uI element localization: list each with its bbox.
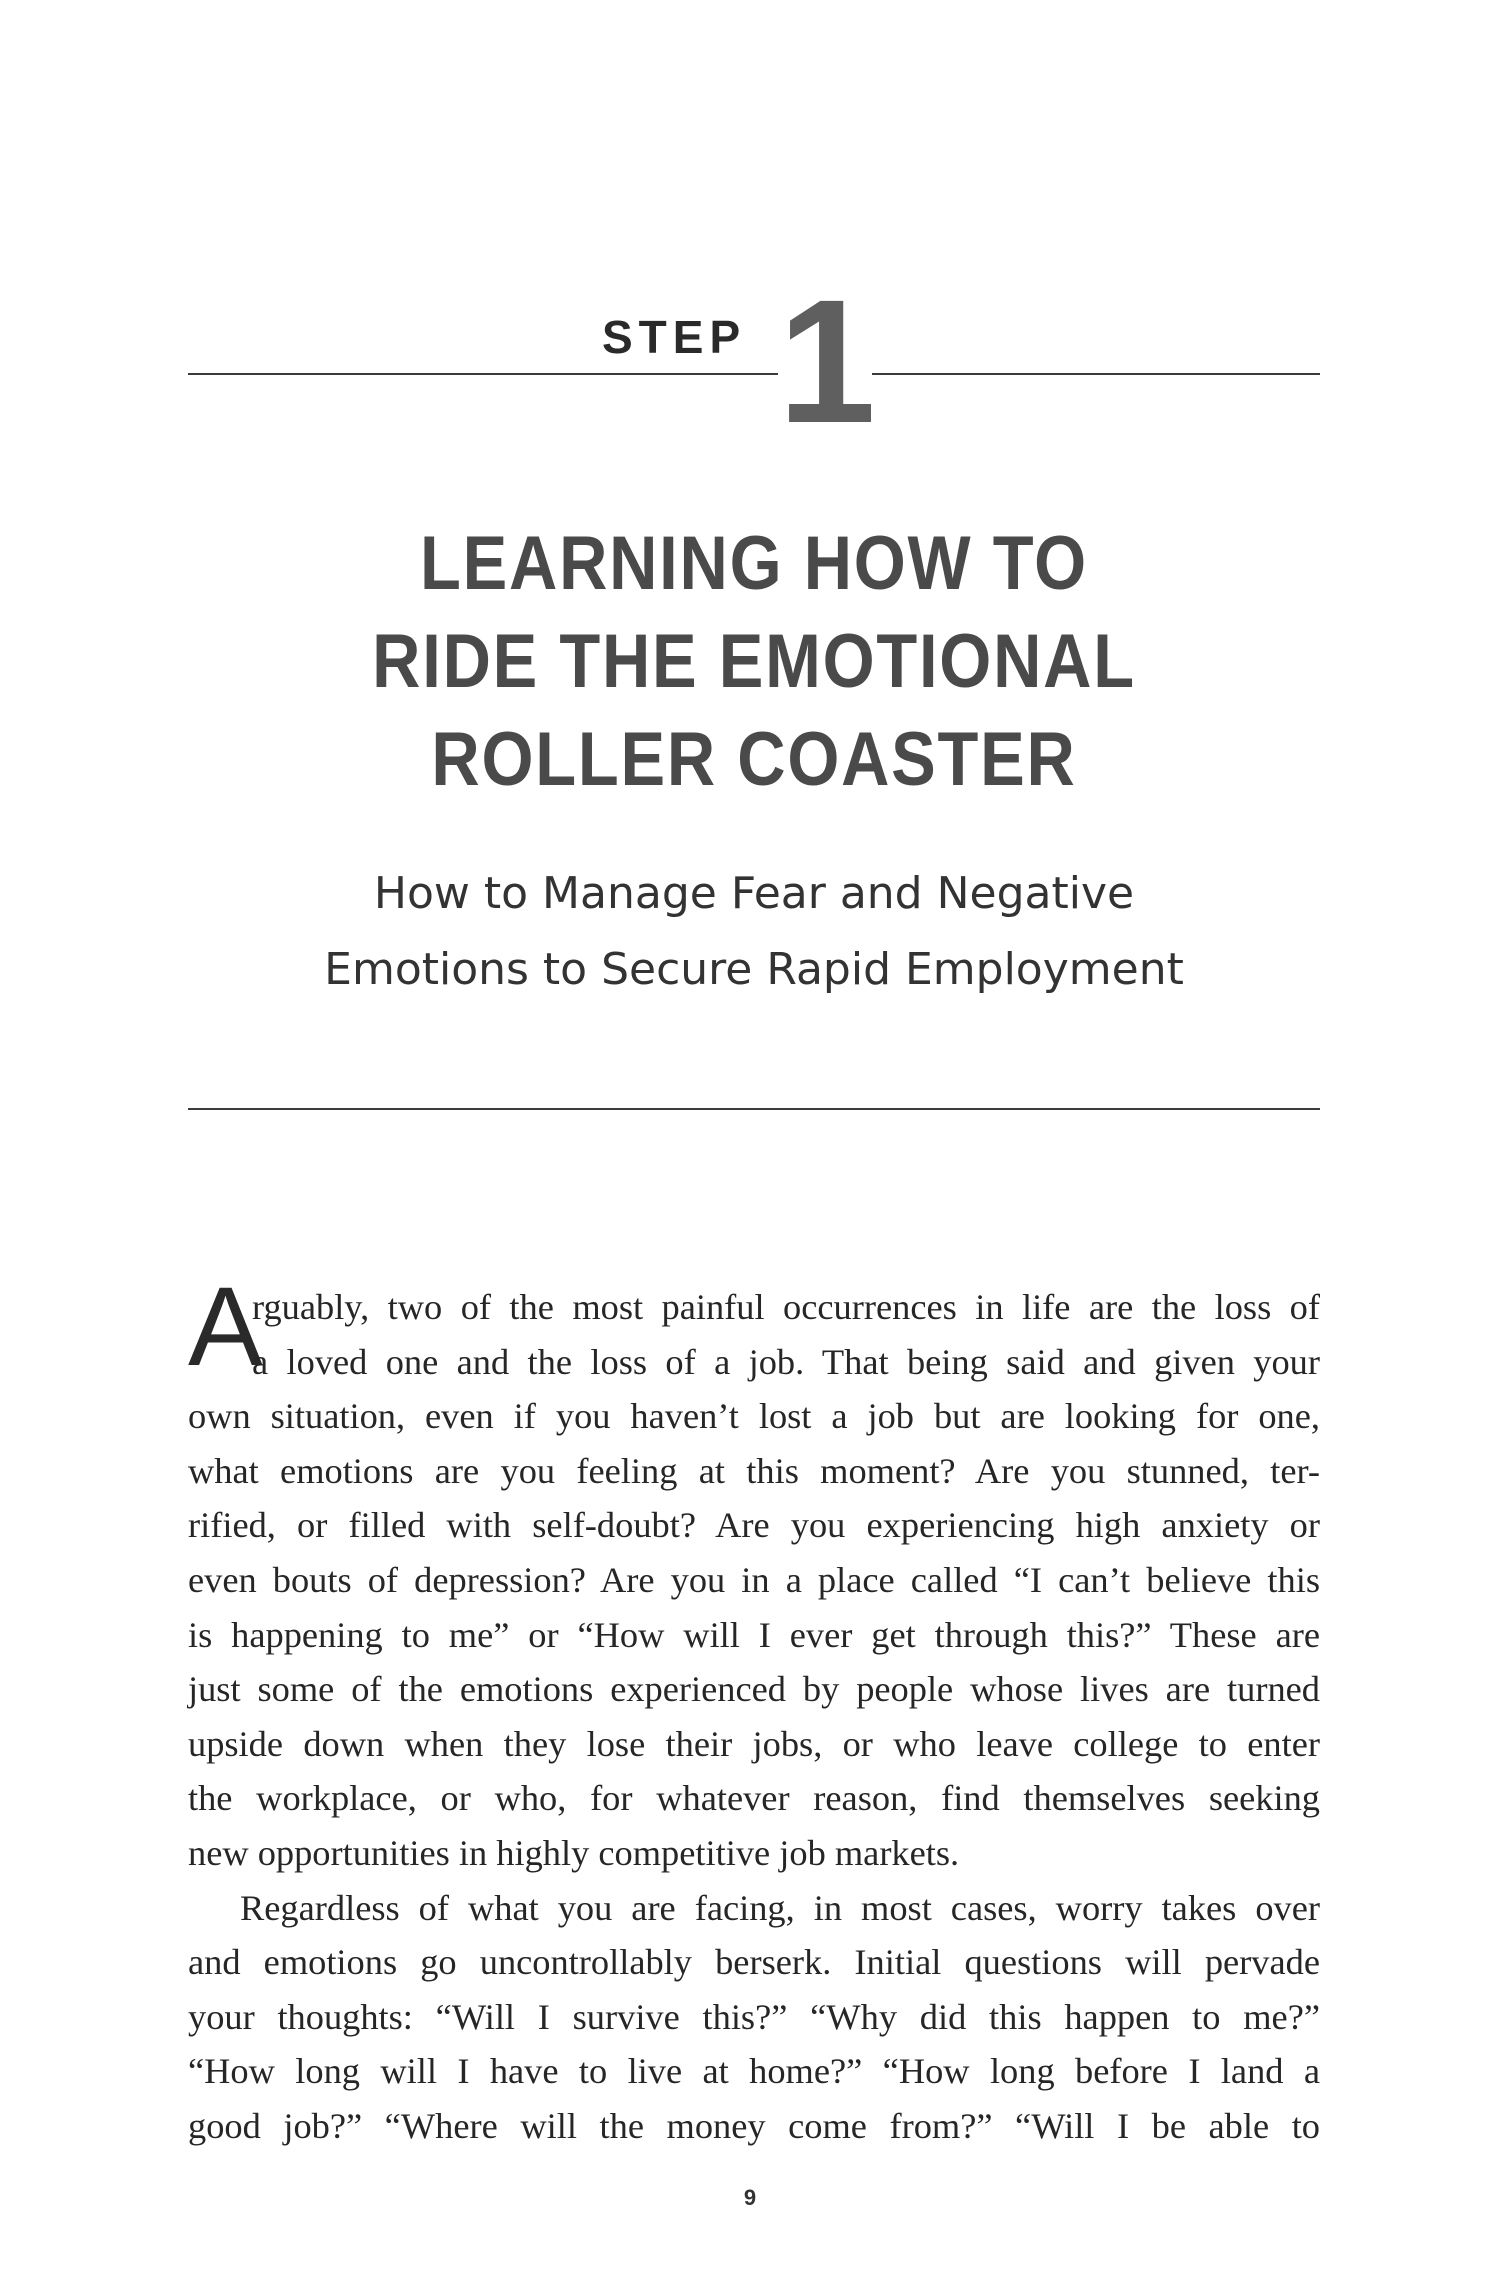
step-label: STEP: [602, 311, 747, 363]
header-rule-right: [872, 373, 1320, 375]
body-text: [188, 1280, 1320, 2154]
chapter-title: [256, 515, 1252, 809]
body-line: “How long will I have to live at home?” “How long before I land a: [188, 2051, 1320, 2092]
body-line: even bouts of depression? Are you in a place called “I can’t believe this: [188, 1559, 1320, 1600]
body-line: what emotions are you feeling at this moment? Are you stunned, ter-: [188, 1450, 1320, 1491]
body-line: own situation, even if you haven’t lost a job but are looking for one,: [188, 1396, 1320, 1437]
body-line: upside down when they lose their jobs, or who leave college to enter: [188, 1723, 1320, 1764]
body-line: your thoughts: “Will I survive this?” “Why did this happen to me?”: [188, 1996, 1320, 2037]
chapter-subtitle-line: Emotions to Secure Rapid Employment: [324, 944, 1184, 995]
chapter-title-line: ROLLER COASTER: [431, 717, 1077, 802]
body-line: good job?” “Where will the money come from?” “Will I be able to: [188, 2105, 1320, 2146]
chapter-subtitle-line: How to Manage Fear and Negative: [373, 868, 1135, 919]
chapter-subtitle: [188, 856, 1320, 1008]
body-line: rguably, two of the most painful occurrences in life are the loss of: [252, 1287, 1320, 1327]
body-line: just some of the emotions experienced by people whose lives are turned: [188, 1669, 1320, 1710]
body-line: is happening to me” or “How will I ever get through this?” These are: [188, 1614, 1320, 1655]
drop-cap: A: [188, 1264, 263, 1389]
step-header: [188, 264, 1320, 460]
body-line: new opportunities in highly competitive job markets.: [188, 1832, 960, 1873]
header-rule-left: [188, 373, 778, 375]
step-number: 1: [778, 264, 876, 460]
chapter-title-line: RIDE THE EMOTIONAL: [372, 619, 1136, 704]
body-line: the workplace, or who, for whatever reason, find themselves seeking: [188, 1778, 1320, 1819]
chapter-title-line: LEARNING HOW TO: [420, 521, 1088, 606]
title-rule-bottom: [188, 1108, 1320, 1110]
body-line: a loved one and the loss of a job. That being said and given your: [252, 1341, 1320, 1382]
body-line: rified, or filled with self-doubt? Are you experiencing high anxiety or: [188, 1505, 1320, 1546]
body-line: and emotions go uncontrollably berserk. Initial questions will pervade: [188, 1942, 1320, 1983]
page-number: 9: [743, 2185, 757, 2210]
body-line: Regardless of what you are facing, in most cases, worry takes over: [240, 1887, 1320, 1928]
